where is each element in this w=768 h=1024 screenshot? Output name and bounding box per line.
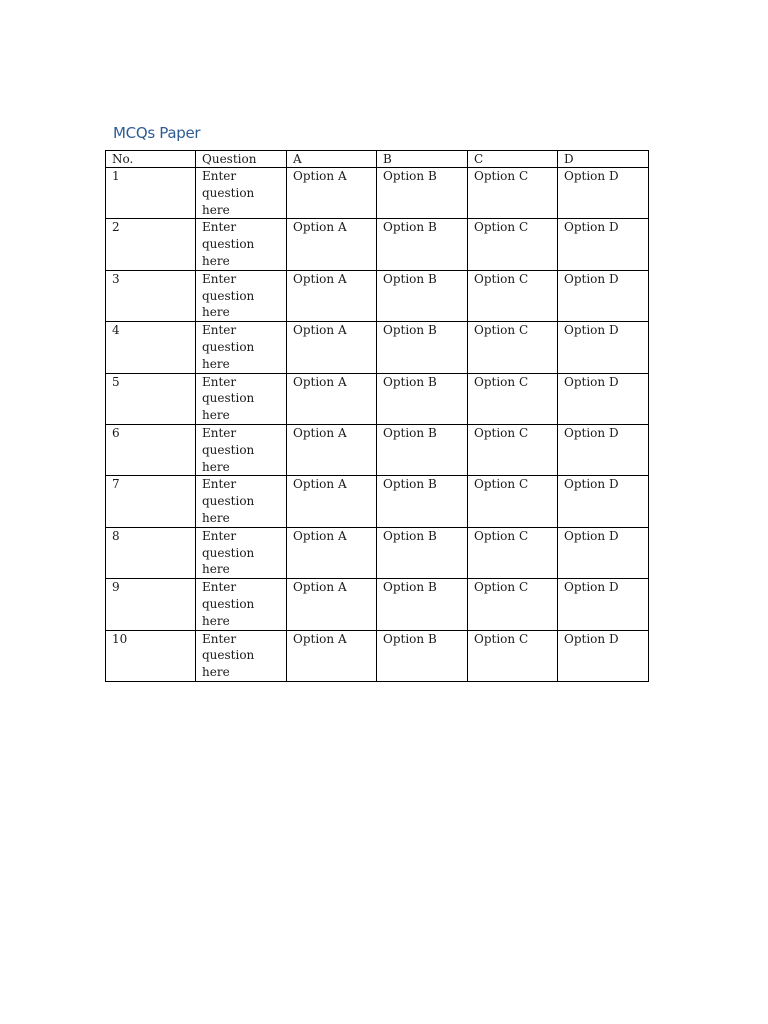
cell-question[interactable] — [196, 168, 287, 219]
header-option-d[interactable]: D — [558, 151, 649, 168]
cell-option-d[interactable]: Option D — [558, 373, 649, 424]
table-row — [106, 527, 649, 578]
question-text: Enter question here — [202, 631, 255, 680]
cell-option-c[interactable]: Option C — [468, 270, 558, 321]
header-no[interactable]: No. — [106, 151, 196, 168]
cell-number[interactable]: 2 — [106, 219, 196, 270]
question-text: Enter question here — [202, 323, 255, 371]
cell-option-a[interactable]: Option A — [287, 527, 377, 578]
question-text: Enter question here — [202, 425, 255, 474]
cell-option-a[interactable]: Option A — [287, 373, 377, 424]
cell-option-d[interactable]: Option D — [558, 270, 649, 321]
cell-option-b[interactable]: Option B — [377, 219, 468, 270]
cell-number[interactable]: 9 — [106, 579, 196, 630]
cell-question[interactable] — [196, 579, 287, 630]
header-option-c[interactable]: C — [468, 151, 558, 168]
cell-option-d[interactable]: Option D — [558, 424, 649, 475]
question-text: Enter question here — [202, 220, 255, 268]
cell-question[interactable] — [196, 630, 287, 681]
cell-option-c[interactable]: Option C — [468, 373, 558, 424]
table-header-row — [106, 151, 649, 168]
table-row — [106, 168, 649, 219]
cell-number[interactable]: 6 — [106, 424, 196, 475]
question-text: Enter question here — [202, 374, 255, 423]
cell-question[interactable] — [196, 424, 287, 475]
table-row — [106, 373, 649, 424]
cell-option-c[interactable]: Option C — [468, 168, 558, 219]
cell-option-d[interactable]: Option D — [558, 527, 649, 578]
table-body — [106, 168, 649, 682]
table-row — [106, 219, 649, 270]
cell-option-a[interactable]: Option A — [287, 219, 377, 270]
cell-option-b[interactable]: Option B — [377, 270, 468, 321]
cell-option-b[interactable]: Option B — [377, 630, 468, 681]
cell-option-d[interactable]: Option D — [558, 168, 649, 219]
cell-option-c[interactable]: Option C — [468, 579, 558, 630]
cell-question[interactable] — [196, 476, 287, 527]
cell-number[interactable]: 4 — [106, 322, 196, 373]
cell-option-a[interactable]: Option A — [287, 168, 377, 219]
table-row — [106, 476, 649, 527]
table-row — [106, 630, 649, 681]
cell-option-d[interactable]: Option D — [558, 219, 649, 270]
cell-question[interactable] — [196, 527, 287, 578]
cell-number[interactable]: 3 — [106, 270, 196, 321]
cell-option-a[interactable]: Option A — [287, 424, 377, 475]
header-option-a[interactable]: A — [287, 151, 377, 168]
question-text: Enter question here — [202, 271, 255, 320]
question-text: Enter question here — [202, 528, 255, 577]
cell-question[interactable] — [196, 219, 287, 270]
cell-number[interactable]: 7 — [106, 476, 196, 527]
cell-option-c[interactable]: Option C — [468, 630, 558, 681]
cell-option-a[interactable]: Option A — [287, 476, 377, 527]
cell-number[interactable]: 8 — [106, 527, 196, 578]
document-title[interactable]: MCQs Paper — [113, 124, 201, 142]
cell-option-d[interactable]: Option D — [558, 476, 649, 527]
cell-option-d[interactable]: Option D — [558, 579, 649, 630]
table-row — [106, 579, 649, 630]
cell-option-c[interactable]: Option C — [468, 527, 558, 578]
cell-option-b[interactable]: Option B — [377, 424, 468, 475]
mcq-table — [105, 150, 649, 682]
table-row — [106, 322, 649, 373]
cell-question[interactable] — [196, 322, 287, 373]
cell-option-b[interactable]: Option B — [377, 168, 468, 219]
cell-option-d[interactable]: Option D — [558, 322, 649, 373]
cell-number[interactable]: 10 — [106, 630, 196, 681]
cell-option-b[interactable]: Option B — [377, 527, 468, 578]
question-text: Enter question here — [202, 477, 255, 525]
cell-question[interactable] — [196, 270, 287, 321]
cell-option-a[interactable]: Option A — [287, 270, 377, 321]
cell-number[interactable]: 5 — [106, 373, 196, 424]
question-text: Enter question here — [202, 580, 255, 628]
cell-option-b[interactable]: Option B — [377, 322, 468, 373]
cell-option-b[interactable]: Option B — [377, 579, 468, 630]
cell-option-c[interactable]: Option C — [468, 219, 558, 270]
cell-option-b[interactable]: Option B — [377, 476, 468, 527]
cell-question[interactable] — [196, 373, 287, 424]
cell-option-d[interactable]: Option D — [558, 630, 649, 681]
question-text: Enter question here — [202, 169, 255, 217]
cell-option-a[interactable]: Option A — [287, 579, 377, 630]
cell-option-a[interactable]: Option A — [287, 322, 377, 373]
table-row — [106, 270, 649, 321]
cell-number[interactable]: 1 — [106, 168, 196, 219]
header-option-b[interactable]: B — [377, 151, 468, 168]
cell-option-c[interactable]: Option C — [468, 322, 558, 373]
cell-option-c[interactable]: Option C — [468, 476, 558, 527]
cell-option-a[interactable]: Option A — [287, 630, 377, 681]
header-question[interactable]: Question — [196, 151, 287, 168]
cell-option-c[interactable]: Option C — [468, 424, 558, 475]
table-row — [106, 424, 649, 475]
cell-option-b[interactable]: Option B — [377, 373, 468, 424]
